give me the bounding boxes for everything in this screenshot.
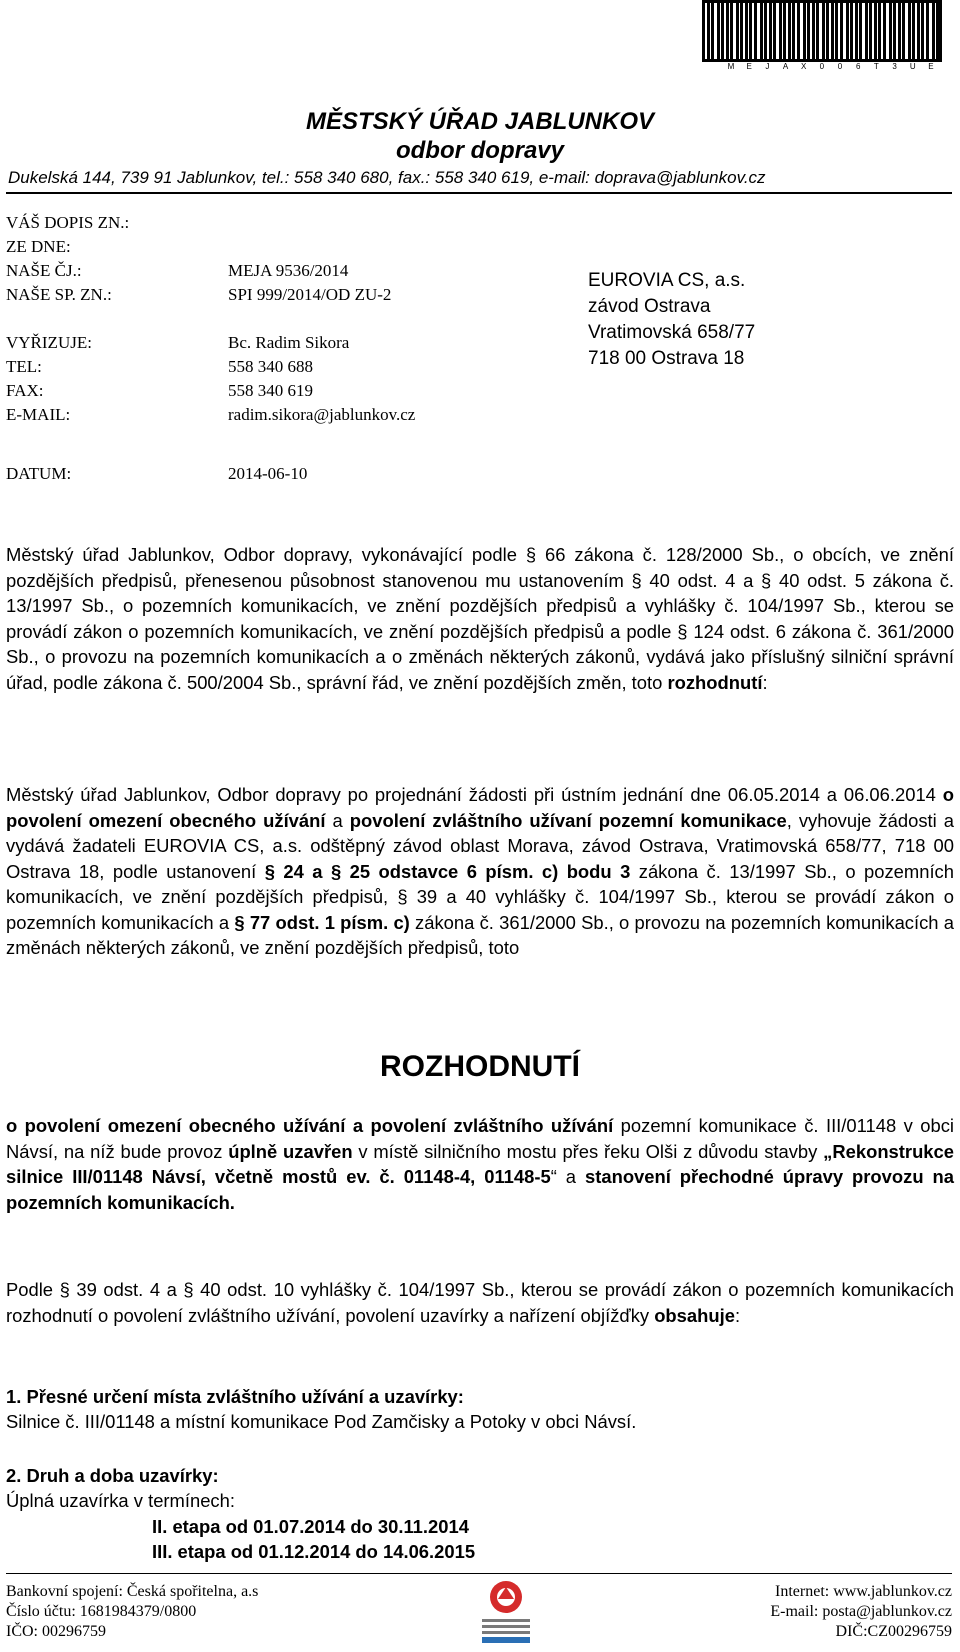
intro-colon: : bbox=[762, 671, 768, 693]
quality-award-logo bbox=[468, 1575, 544, 1651]
nase-sp-value: SPI 999/2014/OD ZU-2 bbox=[228, 285, 392, 304]
footer-bank: Bankovní spojení: Česká spořitelna, a.s bbox=[6, 1583, 259, 1600]
footer-right bbox=[770, 1582, 952, 1642]
fax-label: FAX: bbox=[6, 381, 44, 400]
decision-bold: o povolení omezení obecného užívání bbox=[6, 784, 954, 831]
intro-text: Městský úřad Jablunkov, Odbor dopravy, vykonávající podle § 66 zákona č. 128/2000 Sb., o obcích, ve znění pozdějších předpisů, přenesenou působnost stanovenou mu ustanovením § 40 odst. 4 a § 40 odst. 5 zákona č. 13/1997 Sb., o pozemních komunikacích, ve znění pozdějších předpisů a vyhlášky č. 104/1997 Sb., kterou se provádí zákon o pozemních komunikacích, ve znění pozdějších předpisů a podle § 124 odst. 6 zákona č. 361/2000 Sb., o provozu na pozemních komunikacích a o změnách některých zákonů, vydává jako příslušný silniční správní úřad, podle zákona č. 500/2004 Sb., správní řád, ve znění pozdějších změn, toto bbox=[6, 544, 954, 693]
barcode-bars bbox=[702, 0, 942, 62]
subject-bold: „Rekonstrukce silnice III/01148 Návsí, včetně mostů ev. č. 01148-4, 01148-5 bbox=[6, 1140, 954, 1187]
recipient-line: 718 00 Ostrava 18 bbox=[588, 348, 745, 369]
recipient-address bbox=[588, 268, 755, 372]
section-1-heading: 1. Přesné určení místa zvláštního užívání a uzavírky: bbox=[6, 1386, 464, 1407]
nase-cj-value: MEJA 9536/2014 bbox=[228, 261, 349, 280]
vyrizuje-label: VYŘIZUJE: bbox=[6, 333, 92, 352]
section-1-text: Silnice č. III/01148 a místní komunikace Pod Zamčisky a Potoky v obci Návsí. bbox=[6, 1411, 637, 1432]
decision-text: Městský úřad Jablunkov, Odbor dopravy po projednání žádosti při ústním jednání dne 06.05.2014 a 06.06.2014 bbox=[6, 784, 943, 805]
barcode-char: E bbox=[928, 62, 934, 71]
fax-value: 558 340 619 bbox=[228, 381, 313, 400]
contents-colon: : bbox=[734, 1304, 741, 1326]
office-name: MĚSTSKÝ ÚŘAD JABLUNKOV bbox=[305, 108, 655, 135]
contents-text: Podle § 39 odst. 4 a § 40 odst. 10 vyhlášky č. 104/1997 Sb., kterou se provádí zákon o pozemních komunikacích rozhodnutí o povolení zvláštního užívání, povolení uzavírky a nařízení objížďky bbox=[6, 1279, 954, 1326]
decision-text: zákona č. 361/2000 Sb., o provozu na pozemních komunikacích a změnách některých zákonů, ve znění pozdějších předpisů, toto bbox=[6, 911, 955, 958]
vyrizuje-value: Bc. Radim Sikora bbox=[228, 333, 350, 352]
decision-title: ROZHODNUTÍ bbox=[380, 1050, 580, 1083]
tel-value: 558 340 688 bbox=[228, 357, 313, 376]
decision-text: , vyhovuje žádosti a vydává žadateli EUROVIA CS, a.s. odštěpný závod oblast Morava, závod Ostrava, Vratimovská 658/77, 718 00 Ostrava 18, podle ustanovení bbox=[6, 809, 954, 882]
email-label: E-MAIL: bbox=[6, 405, 71, 424]
subject-bold: stanovení přechodné úpravy provozu na pozemních komunikacích. bbox=[6, 1166, 954, 1213]
footer-ico: IČO: 00296759 bbox=[6, 1623, 106, 1640]
barcode-char: 3 bbox=[892, 62, 897, 71]
barcode-text bbox=[724, 62, 938, 78]
barcode-char: 0 bbox=[837, 62, 843, 71]
barcode-char: E bbox=[746, 62, 752, 71]
barcode-char: T bbox=[873, 62, 879, 71]
barcode bbox=[702, 0, 942, 82]
barcode-char: M bbox=[727, 62, 735, 71]
contents-paragraph bbox=[6, 1277, 954, 1328]
recipient-line: EUROVIA CS, a.s. bbox=[588, 270, 746, 291]
meta-labels bbox=[6, 211, 129, 427]
decision-paragraph bbox=[6, 782, 954, 961]
section-2-heading: 2. Druh a doba uzavírky: bbox=[6, 1465, 219, 1486]
decision-bold: § 77 odst. 1 písm. c) bbox=[234, 911, 410, 933]
subject-bold: úplně uzavřen bbox=[228, 1140, 353, 1162]
decision-bold: § 24 a § 25 odstavce 6 písm. c) bodu 3 bbox=[264, 860, 631, 882]
decision-text: zákona č. 13/1997 Sb., o pozemních komunikacích, ve znění pozdějších předpisů, § 39 a 40 vyhlášky č. 104/1997 Sb., kterou se provádí zákon o pozemních komunikacích a bbox=[6, 860, 954, 933]
vas-dopis-label: VÁŠ DOPIS ZN.: bbox=[6, 213, 130, 232]
etapa-3: III. etapa od 01.12.2014 do 14.06.2015 bbox=[152, 1541, 476, 1562]
meta-values bbox=[228, 211, 415, 427]
subject-text: “ a bbox=[550, 1166, 585, 1187]
email-value: radim.sikora@jablunkov.cz bbox=[228, 405, 416, 424]
office-address: Dukelská 144, 739 91 Jablunkov, tel.: 558 340 680, fax.: 558 340 619, e-mail: doprava@jablunkov.cz bbox=[8, 168, 766, 187]
ze-dne-label: ZE DNE: bbox=[6, 237, 71, 256]
barcode-char: 0 bbox=[819, 62, 825, 71]
footer-internet: Internet: www.jablunkov.cz bbox=[775, 1583, 952, 1600]
nase-cj-label: NAŠE ČJ.: bbox=[6, 261, 82, 280]
subject-text: v místě silničního mostu přes řeku Olši z důvodu stavby bbox=[352, 1140, 824, 1162]
subject-bold: o povolení omezení obecného užívání a povolení zvláštního užívání bbox=[6, 1115, 614, 1136]
section-2-text: Úplná uzavírka v termínech: bbox=[6, 1490, 235, 1511]
barcode-char: U bbox=[909, 62, 916, 71]
recipient-line: Vratimovská 658/77 bbox=[588, 322, 756, 343]
datum-label: DATUM: bbox=[6, 464, 72, 483]
footer-rule bbox=[6, 1573, 952, 1574]
subject-paragraph bbox=[6, 1113, 954, 1215]
department-name: odbor dopravy bbox=[395, 137, 564, 164]
footer-account: Číslo účtu: 1681984379/0800 bbox=[6, 1603, 197, 1620]
tel-label: TEL: bbox=[6, 357, 42, 376]
subject-text: pozemní komunikace č. III/01148 v obci Návsí, na níž bude provoz bbox=[6, 1115, 954, 1162]
intro-paragraph bbox=[6, 542, 954, 695]
intro-bold: rozhodnutí bbox=[667, 671, 763, 693]
nase-sp-label: NAŠE SP. ZN.: bbox=[6, 285, 112, 304]
footer-left bbox=[6, 1582, 258, 1642]
datum-value: 2014-06-10 bbox=[228, 464, 308, 483]
decision-text: a bbox=[325, 809, 350, 831]
recipient-line: závod Ostrava bbox=[588, 296, 711, 317]
barcode-char: X bbox=[801, 62, 807, 71]
barcode-char: J bbox=[765, 62, 770, 71]
footer-dic: DIČ:CZ00296759 bbox=[835, 1623, 952, 1640]
footer-email: E-mail: posta@jablunkov.cz bbox=[770, 1603, 952, 1620]
barcode-char: 6 bbox=[855, 62, 861, 71]
barcode-char: A bbox=[782, 62, 789, 71]
decision-bold: povolení zvláštního užívaní pozemní komunikace bbox=[349, 809, 787, 831]
header-rule bbox=[6, 192, 952, 194]
etapa-2: II. etapa od 01.07.2014 do 30.11.2014 bbox=[152, 1516, 469, 1537]
contents-bold: obsahuje bbox=[654, 1304, 735, 1326]
